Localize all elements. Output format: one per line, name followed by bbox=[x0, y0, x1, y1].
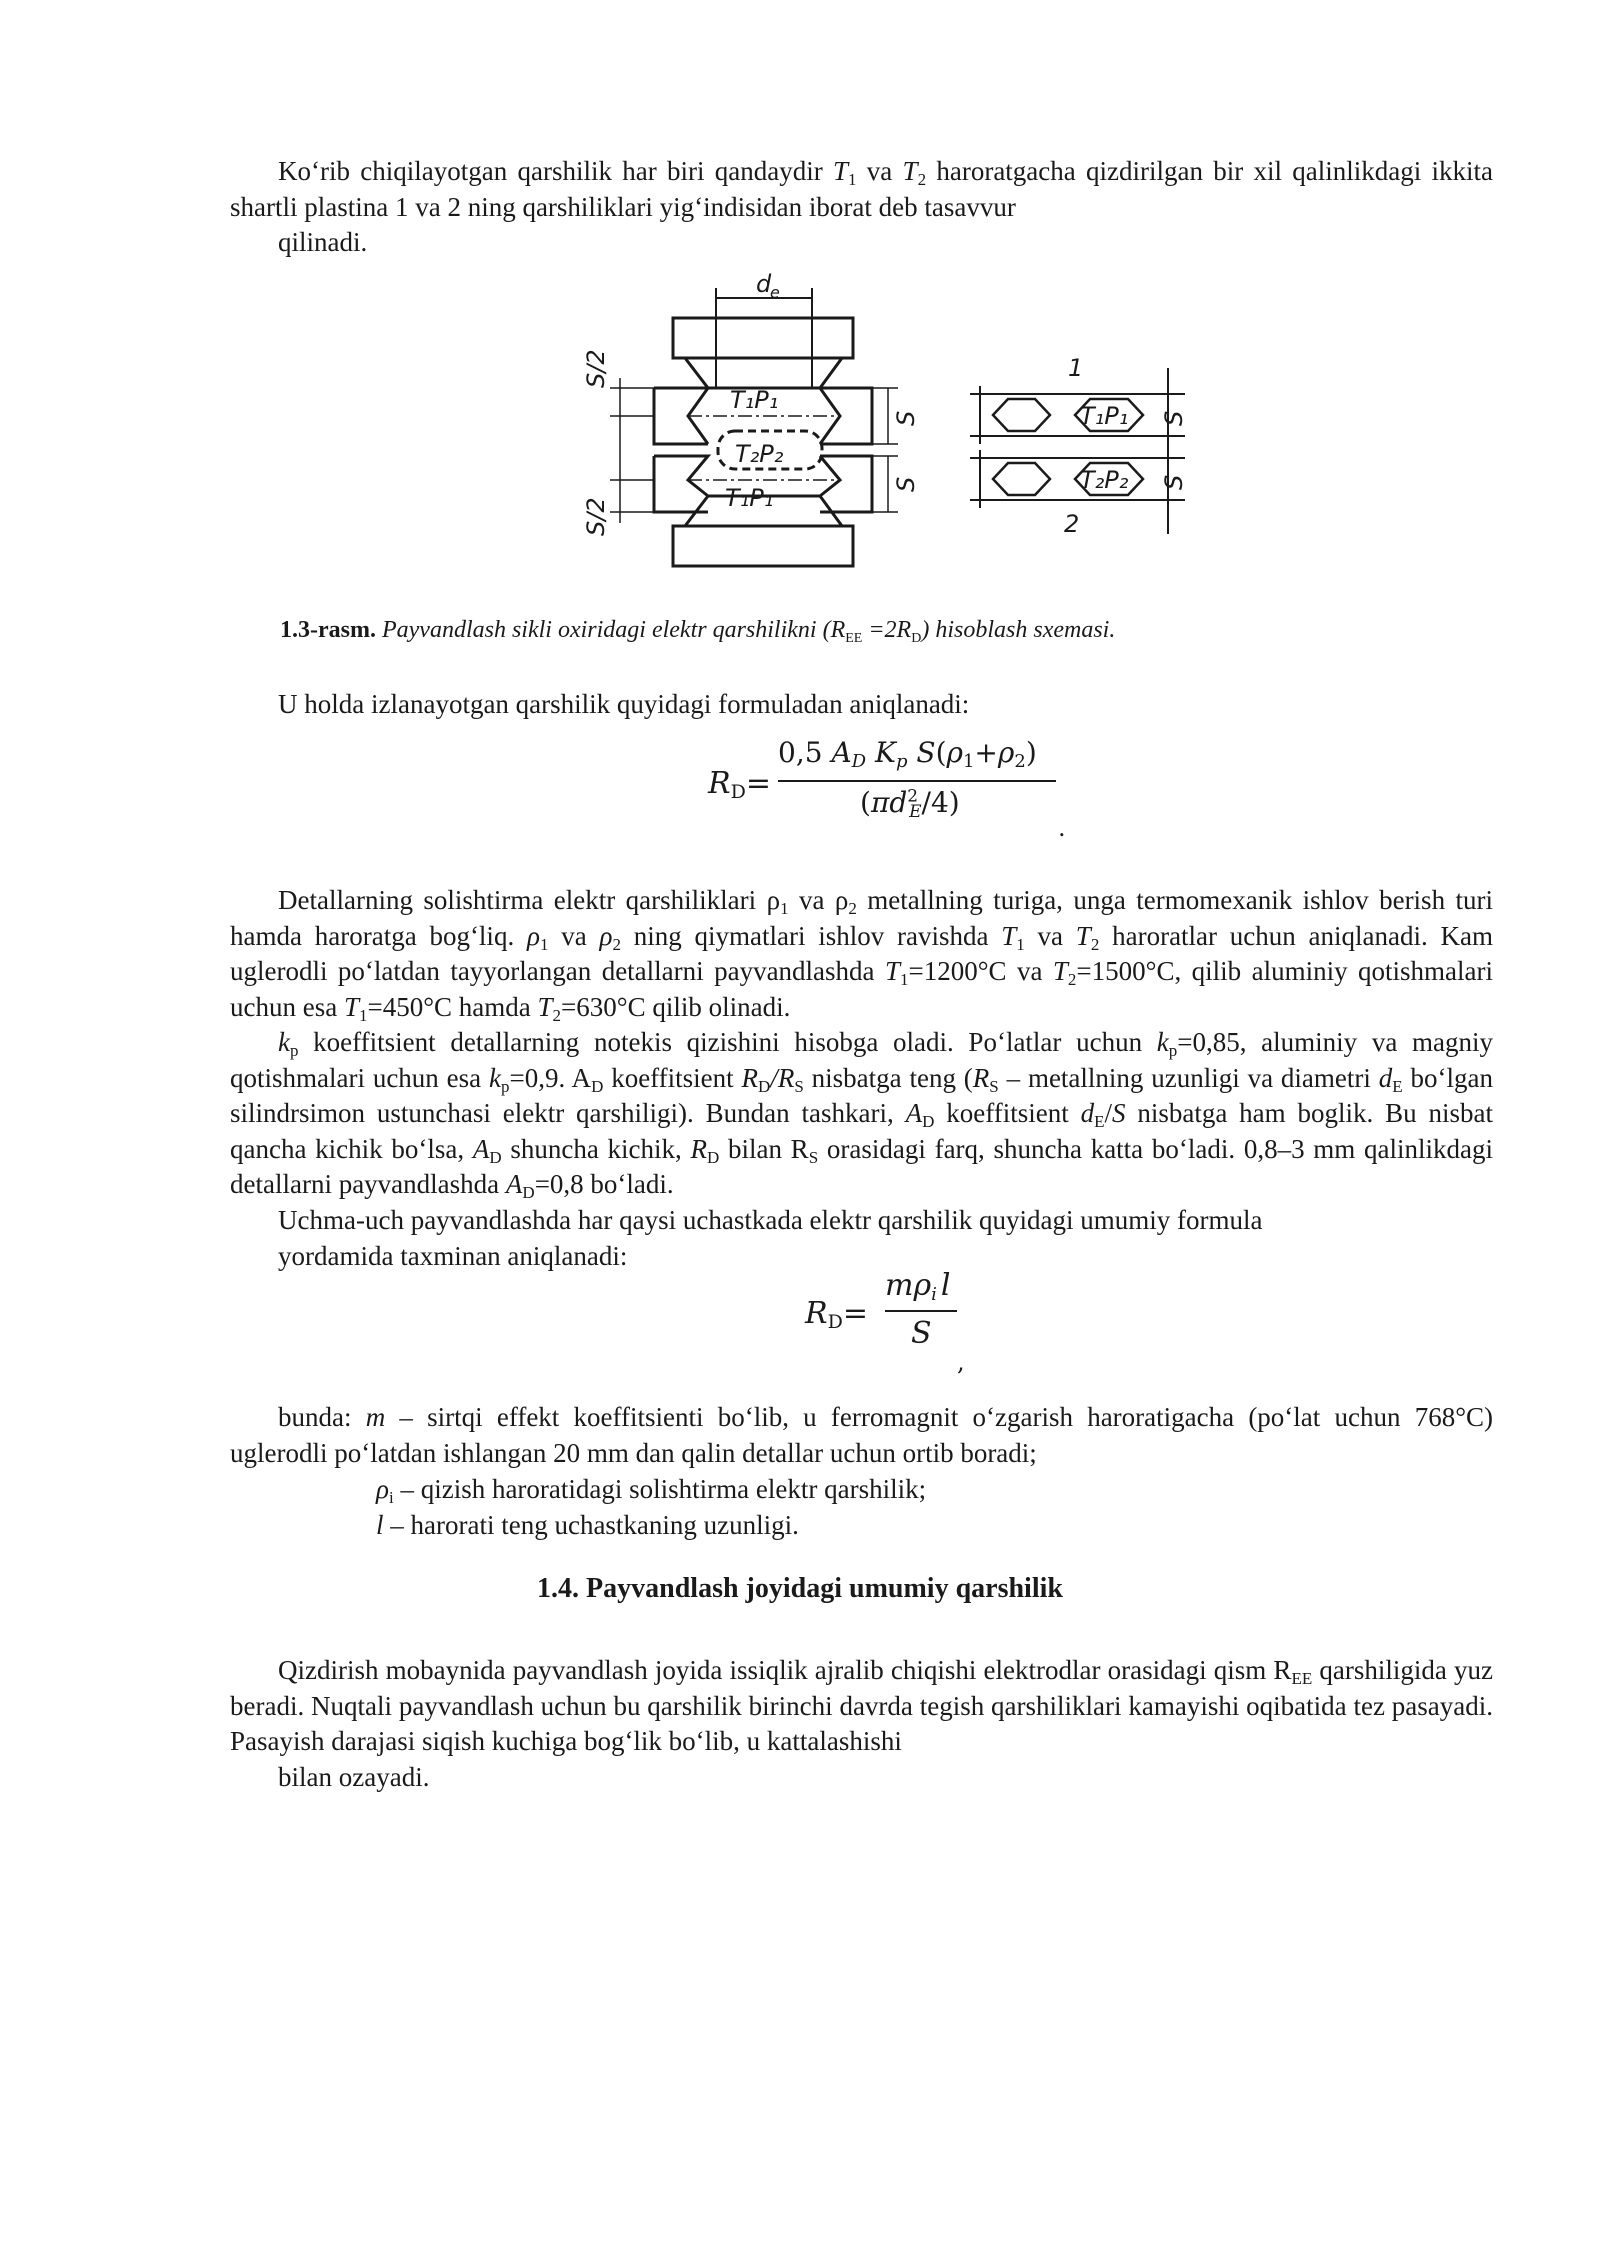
t2p2-core-label: T₂P₂ bbox=[735, 440, 784, 468]
figure-caption: 1.3-rasm. Payvandlash sikli oxiridagi elektr qarshilikni $(R_{EE} =2R_D)$ hisoblash sxemasi. bbox=[280, 617, 1116, 646]
formula-rd-general: $R_D=$ 0,5 $A_D$ $K_p$ $S(\rho_1+\rho_2)$ $(\pi d^2_E/4)$ . bbox=[708, 736, 1066, 842]
t1p1-schematic-label: T₁P₁ bbox=[1080, 402, 1129, 430]
s-label-upper: S bbox=[892, 410, 920, 426]
de-label: d bbox=[756, 270, 772, 298]
section-heading: 1.4. Payvandlash joyidagi umumiy qarshilik bbox=[537, 1573, 1063, 1604]
plate-number-1: 1 bbox=[1068, 354, 1084, 382]
s-label-right-1: S bbox=[1160, 410, 1188, 426]
kp-coefficient-paragraph: $k_p$ koeffitsient detallarning notekis qizishini hisobga oladi. Po‘latlar uchun $k_p=0,85$, aluminiy va magniy qotishmalari uchun esa $k_p=0,9$. $A_D$ koeffitsient $R_D/R_S$ nisbatga teng ($R_S$ – metallning uzunligi va diametri $d_E$ bo‘lgan silindrsimon ustunchasi elektr qarshiligi). Bundan tashkari, $A_D$ koeffitsient $d_E/S$ nisbatga ham boglik. Bu nisbat qancha kichik bo‘lsa, $A_D$ shuncha kichik, $R_D$ bilan $R_S$ orasidagi farq, shuncha katta bo‘ladi. 0,8–3 mm qalinlikdagi detallarni payvandlashda $A_D=0,8$ bo‘ladi. bbox=[230, 1027, 1493, 1202]
resistivity-paragraph: Detallarning solishtirma elektr qarshiliklari $\rho_1$ va $\rho_2$ metallning turiga, unga termomexanik ishlov berish turi hamda haroratga bog‘liq. $\rho_1$ va $\rho_2$ ning qiymatlari ishlov ravishda $T_1$ va $T_2$ haroratlar uchun aniqlanadi. Kam uglerodli po‘latdan tayyorlangan detallarni payvandlashda $T_1=1200^\circ C$ va $T_2=1500^\circ C$, qilib aluminiy qotishmalari uchun esa $T_1=450^\circ C$ hamda $T_2=630^\circ C$ qilib olinadi. bbox=[230, 885, 1494, 1025]
s-label-right-2: S bbox=[1160, 474, 1188, 490]
s-label-lower: S bbox=[892, 476, 920, 492]
definition-l: l – harorati teng uchastkaning uzunligi. bbox=[376, 1510, 799, 1540]
intro-paragraph: Ko‘rib chiqilayotgan qarshilik har biri qandaydir $T_1$ va $T_2$ haroratgacha qizdirilgan bir xil qalinlikdagi ikkita shartli plastina 1 va 2 ning qarshiliklari yig‘indisidan iborat deb tasavvur qilinadi. bbox=[230, 156, 1494, 257]
plate-number-2: 2 bbox=[1064, 510, 1080, 538]
s-half-bottom-label: S/2 bbox=[582, 497, 610, 536]
s-half-top-label: S/2 bbox=[582, 349, 610, 388]
plate-1-schematic bbox=[993, 399, 1050, 431]
t2p2-schematic-label: T₂P₂ bbox=[1080, 466, 1129, 494]
formula-intro: U holda izlanayotgan qarshilik quyidagi formuladan aniqlanadi: bbox=[278, 689, 970, 719]
plate-2-schematic bbox=[993, 463, 1050, 495]
definition-rho: $\rho_i$ – qizish haroratidagi solishtirma elektr qarshilik; bbox=[376, 1474, 927, 1507]
t1p1-upper-label: T₁P₁ bbox=[730, 386, 779, 414]
electrode-scheme-figure bbox=[580, 268, 1200, 598]
definitions-paragraph: bunda: m – sirtqi effekt koeffitsienti bo‘lib, u ferromagnit o‘zgarish haroratigacha (po‘lat uchun 768°C) uglerodli po‘latdan ishlangan 20 mm dan qalin detallar uchun ortib boradi; bbox=[230, 1402, 1493, 1468]
formula-rd-butt: $R_D=$ $m\rho_i$ l S , bbox=[805, 1268, 965, 1376]
top-electrode bbox=[673, 318, 853, 388]
butt-weld-paragraph: Uchma-uch payvandlashda har qaysi uchastkada elektr qarshilik quyidagi umumiy formula yordamida taxminan aniqlanadi: bbox=[278, 1205, 1263, 1271]
svg-text:e: e bbox=[770, 283, 780, 302]
total-resistance-paragraph: Qizdirish mobaynida payvandlash joyida issiqlik ajralib chiqishi elektrodlar orasidagi qism $R_{EE}$ qarshiligida yuz beradi. Nuqtali payvandlash uchun bu qarshilik birinchi davrda tegish qarshiliklari kamayishi oqibatida tez pasayadi. Pasayish darajasi siqish kuchiga bog‘lik bo‘lib, u kattalashishi bilan ozayadi. bbox=[230, 1655, 1493, 1792]
t1p1-lower-label: T₁P₁ bbox=[725, 484, 774, 512]
